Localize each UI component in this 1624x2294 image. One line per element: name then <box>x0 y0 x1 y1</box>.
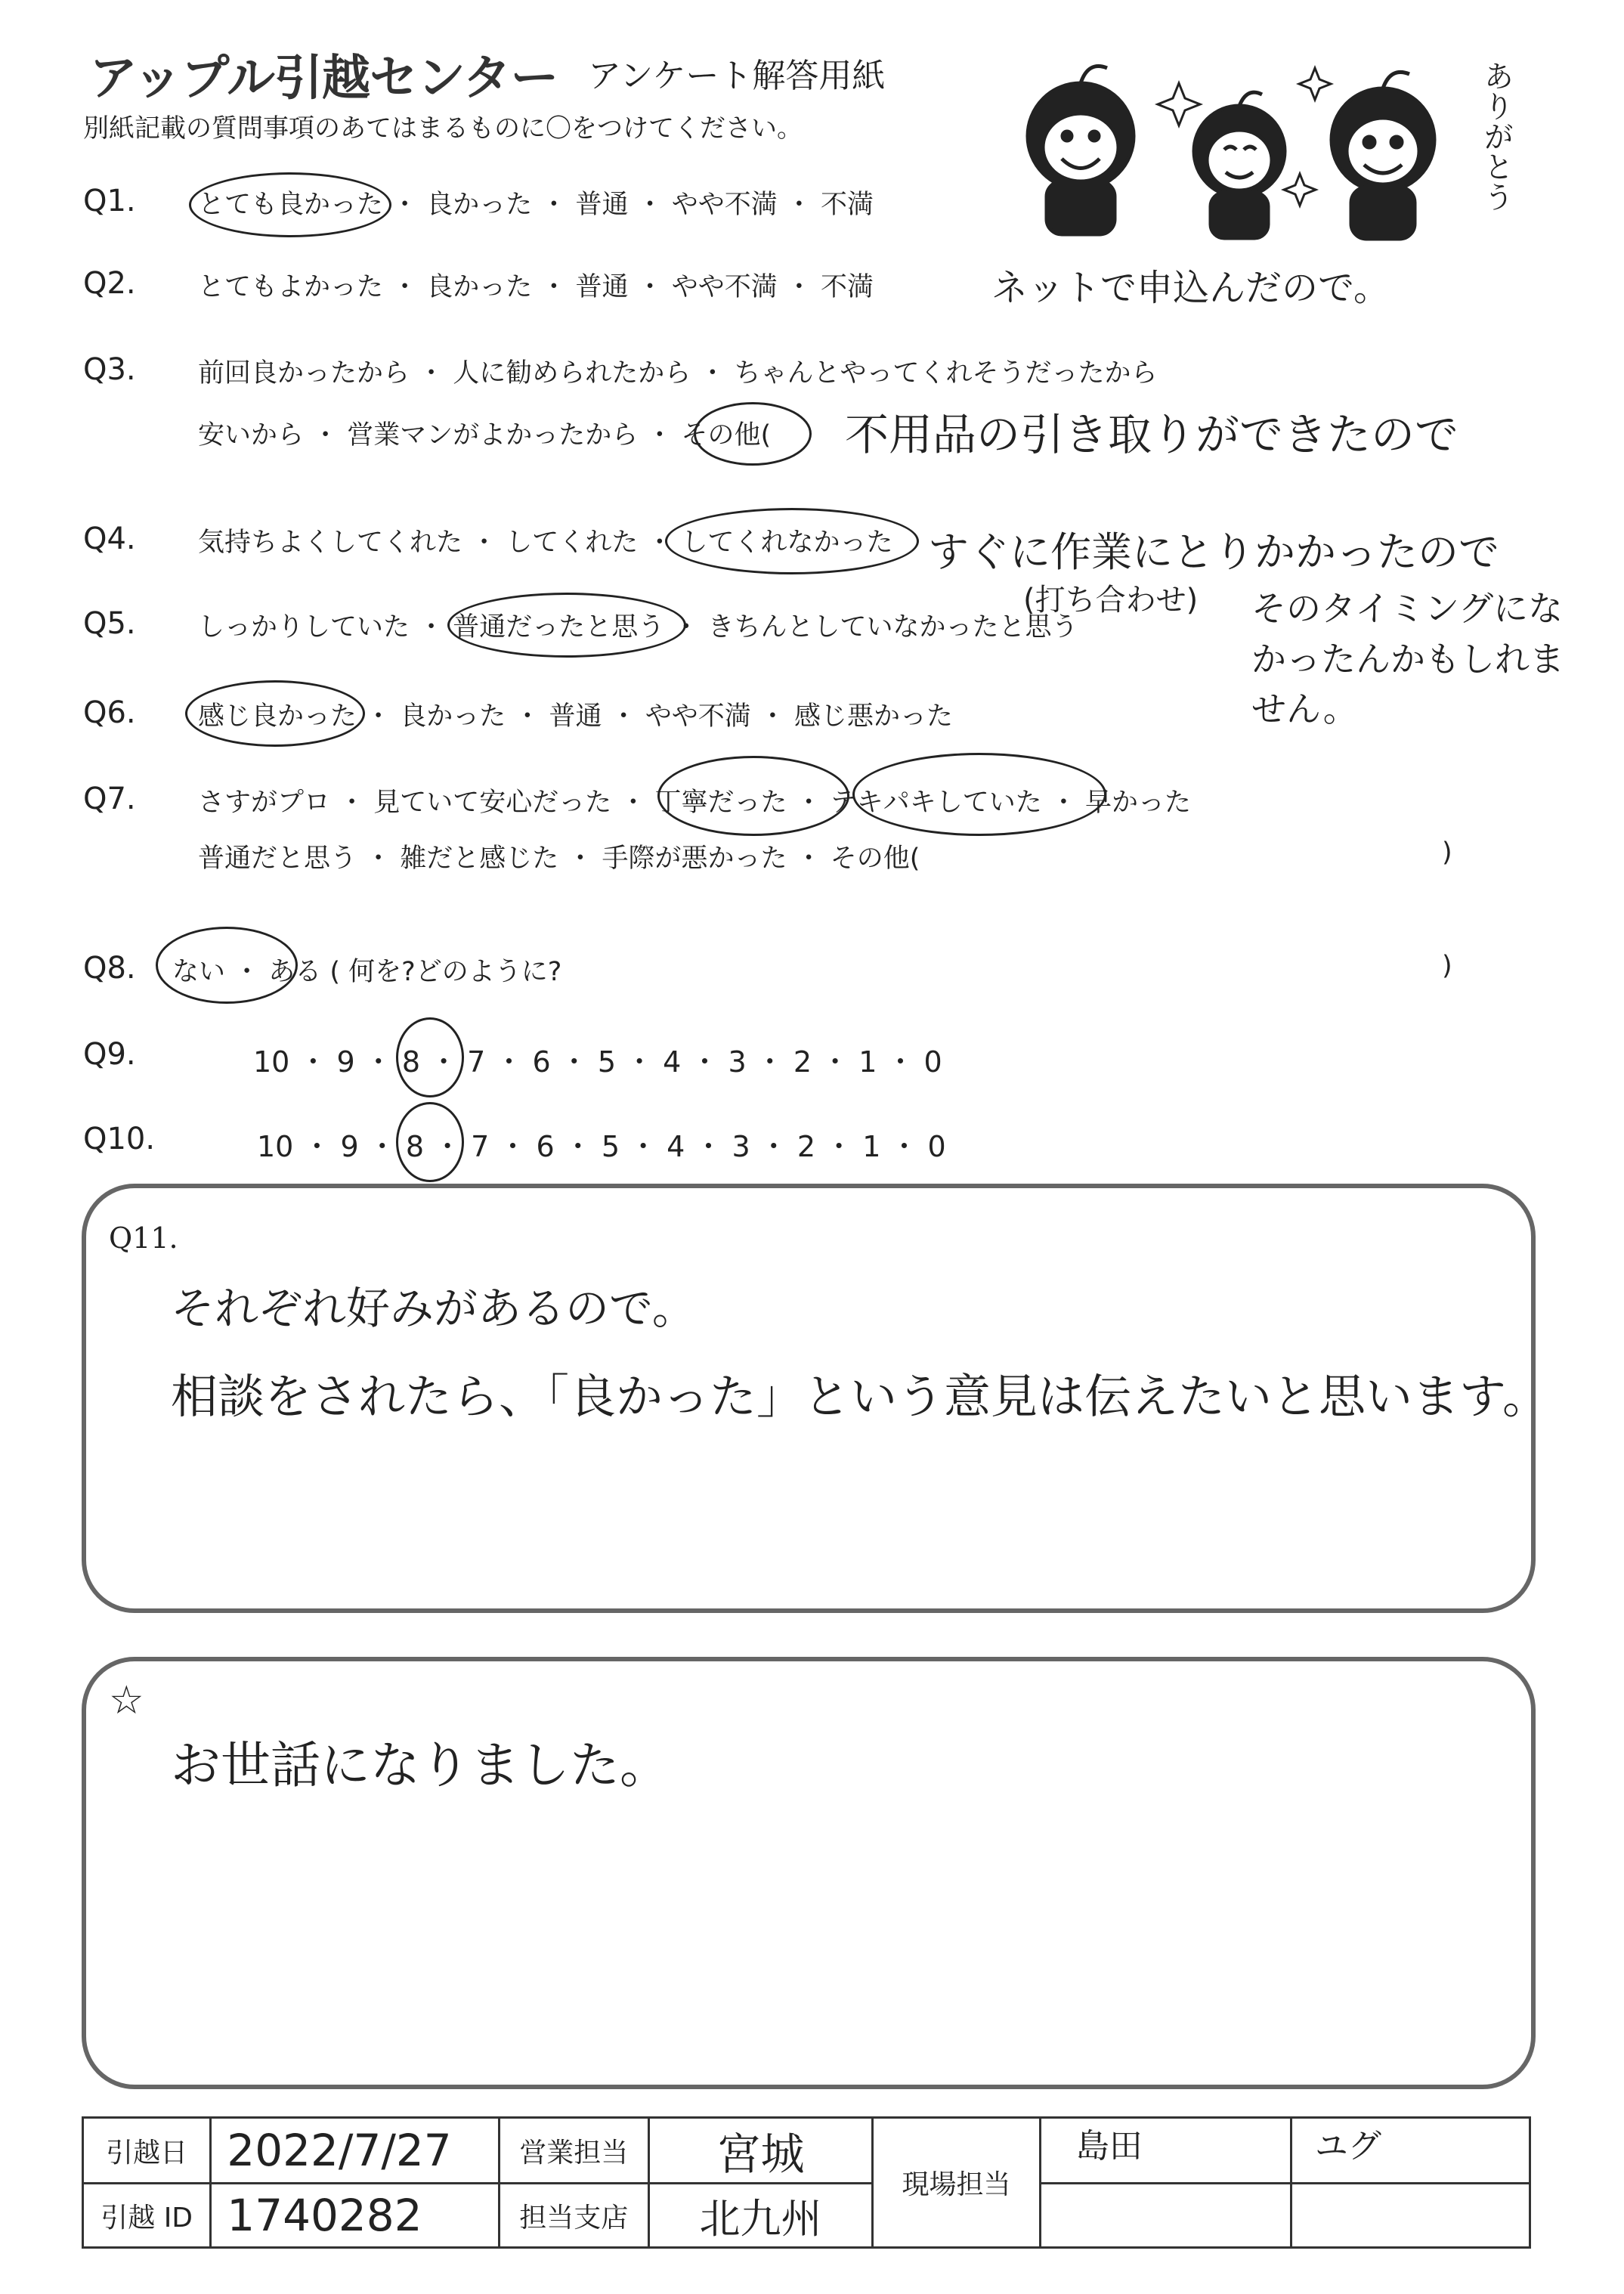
moving-id-value: 1740282 <box>211 2184 499 2248</box>
q5-options: しっかりしていた ・ 普通だったと思う ・ きちんとしていなかったと思う <box>198 612 1078 642</box>
q8-options: ない ・ ある ( 何を?どのように? <box>172 957 562 987</box>
sales-value: 宮城 <box>648 2118 872 2184</box>
q7-options-line1: さすがプロ ・ 見ていて安心だった ・ 丁寧だった ・ テキパキしていた ・ 早かった <box>198 788 1192 818</box>
q6-selection-circle <box>185 680 365 747</box>
q3-options-line1: 前回良かったから ・ 人に勧められたから ・ ちゃんとやってくれそうだったから <box>198 358 1158 389</box>
q7-close-paren: ) <box>1442 837 1452 868</box>
moving-id-label: 引越 ID <box>83 2184 211 2248</box>
q8-close-paren: ) <box>1442 951 1452 981</box>
field-staff-value-2: ユグ <box>1291 2118 1530 2184</box>
q3-handwritten-note: 不用品の引き取りができたので <box>845 409 1459 460</box>
q3-label: Q3. <box>83 352 136 387</box>
q5-handwritten-note-1: (打ち合わせ) <box>1023 583 1199 618</box>
q4-handwritten-note: すぐに作業にとりかかったので <box>928 528 1499 576</box>
field-staff-label: 現場担当 <box>873 2118 1041 2248</box>
branch-label: 担当支店 <box>499 2184 648 2248</box>
q1-selection-circle <box>189 172 391 237</box>
q5-selection-circle <box>447 593 686 658</box>
q2-options: とてもよかった ・ 良かった ・ 普通 ・ やや不満 ・ 不満 <box>198 272 874 302</box>
field-staff-empty-2 <box>1291 2184 1530 2248</box>
monkey-mascots-icon <box>1013 53 1504 249</box>
field-staff-value-1: 島田 <box>1040 2118 1291 2184</box>
footer-info-table <box>82 2116 1531 2249</box>
sales-label: 営業担当 <box>499 2118 648 2184</box>
q4-selection-circle <box>665 508 919 574</box>
q10-label: Q10. <box>83 1122 156 1156</box>
company-title: アップル引越センター <box>89 51 558 107</box>
q10-scale: 10 ・ 9 ・ 8 ・ 7 ・ 6 ・ 5 ・ 4 ・ 3 ・ 2 ・ 1 ・ 0 <box>257 1130 946 1163</box>
q7-options-line2: 普通だと思う ・ 雑だと感じた ・ 手際が悪かった ・ その他( <box>198 844 920 874</box>
star-icon: ☆ <box>109 1678 144 1723</box>
q3-options-line2: 安いから ・ 営業マンがよかったから ・ その他( <box>198 420 772 450</box>
field-staff-empty-1 <box>1040 2184 1291 2248</box>
q7-selection-circle-1 <box>657 756 849 836</box>
q9-scale: 10 ・ 9 ・ 8 ・ 7 ・ 6 ・ 5 ・ 4 ・ 3 ・ 2 ・ 1 ・ 0 <box>253 1045 942 1079</box>
q1-options: とても良かった ・ 良かった ・ 普通 ・ やや不満 ・ 不満 <box>198 190 874 220</box>
form-subtitle: アンケート解答用紙 <box>588 57 886 95</box>
q11-answer-line1: それぞれ好みがあるので。 <box>171 1283 696 1334</box>
q2-handwritten-note: ネットで申込んだので。 <box>991 267 1390 309</box>
q4-label: Q4. <box>83 522 136 556</box>
q3-selection-circle <box>694 402 812 466</box>
q5-handwritten-note-2: そのタイミングになかったんかもしれません。 <box>1251 588 1564 730</box>
q11-label: Q11. <box>109 1221 178 1255</box>
q7-label: Q7. <box>83 782 136 816</box>
moving-date-value: 2022/7/27 <box>211 2118 499 2184</box>
q8-label: Q8. <box>83 951 136 986</box>
q9-label: Q9. <box>83 1037 136 1072</box>
q6-label: Q6. <box>83 695 136 730</box>
q5-label: Q5. <box>83 606 136 641</box>
q4-options: 気持ちよくしてくれた ・ してくれた ・ してくれなかった <box>198 528 893 558</box>
comment-box <box>82 1657 1536 2089</box>
q9-selection-circle <box>396 1017 464 1097</box>
q2-label: Q2. <box>83 266 136 301</box>
q8-selection-circle <box>156 927 298 1004</box>
q11-answer-line2: 相談をされたら、「良かった」という意見は伝えたいと思います。 <box>171 1369 1550 1424</box>
moving-date-label: 引越日 <box>83 2118 211 2184</box>
q10-selection-circle <box>396 1102 464 1182</box>
form-instruction: 別紙記載の質問事項のあてはまるものに〇をつけてください。 <box>83 113 803 144</box>
q6-options: 感じ良かった ・ 良かった ・ 普通 ・ やや不満 ・ 感じ悪かった <box>198 701 954 732</box>
thanks-label: ありがとう <box>1479 60 1514 212</box>
branch-value: 北九州 <box>648 2184 872 2248</box>
q1-label: Q1. <box>83 184 136 218</box>
comment-text: お世話になりました。 <box>171 1736 670 1794</box>
q7-selection-circle-2 <box>852 753 1106 836</box>
